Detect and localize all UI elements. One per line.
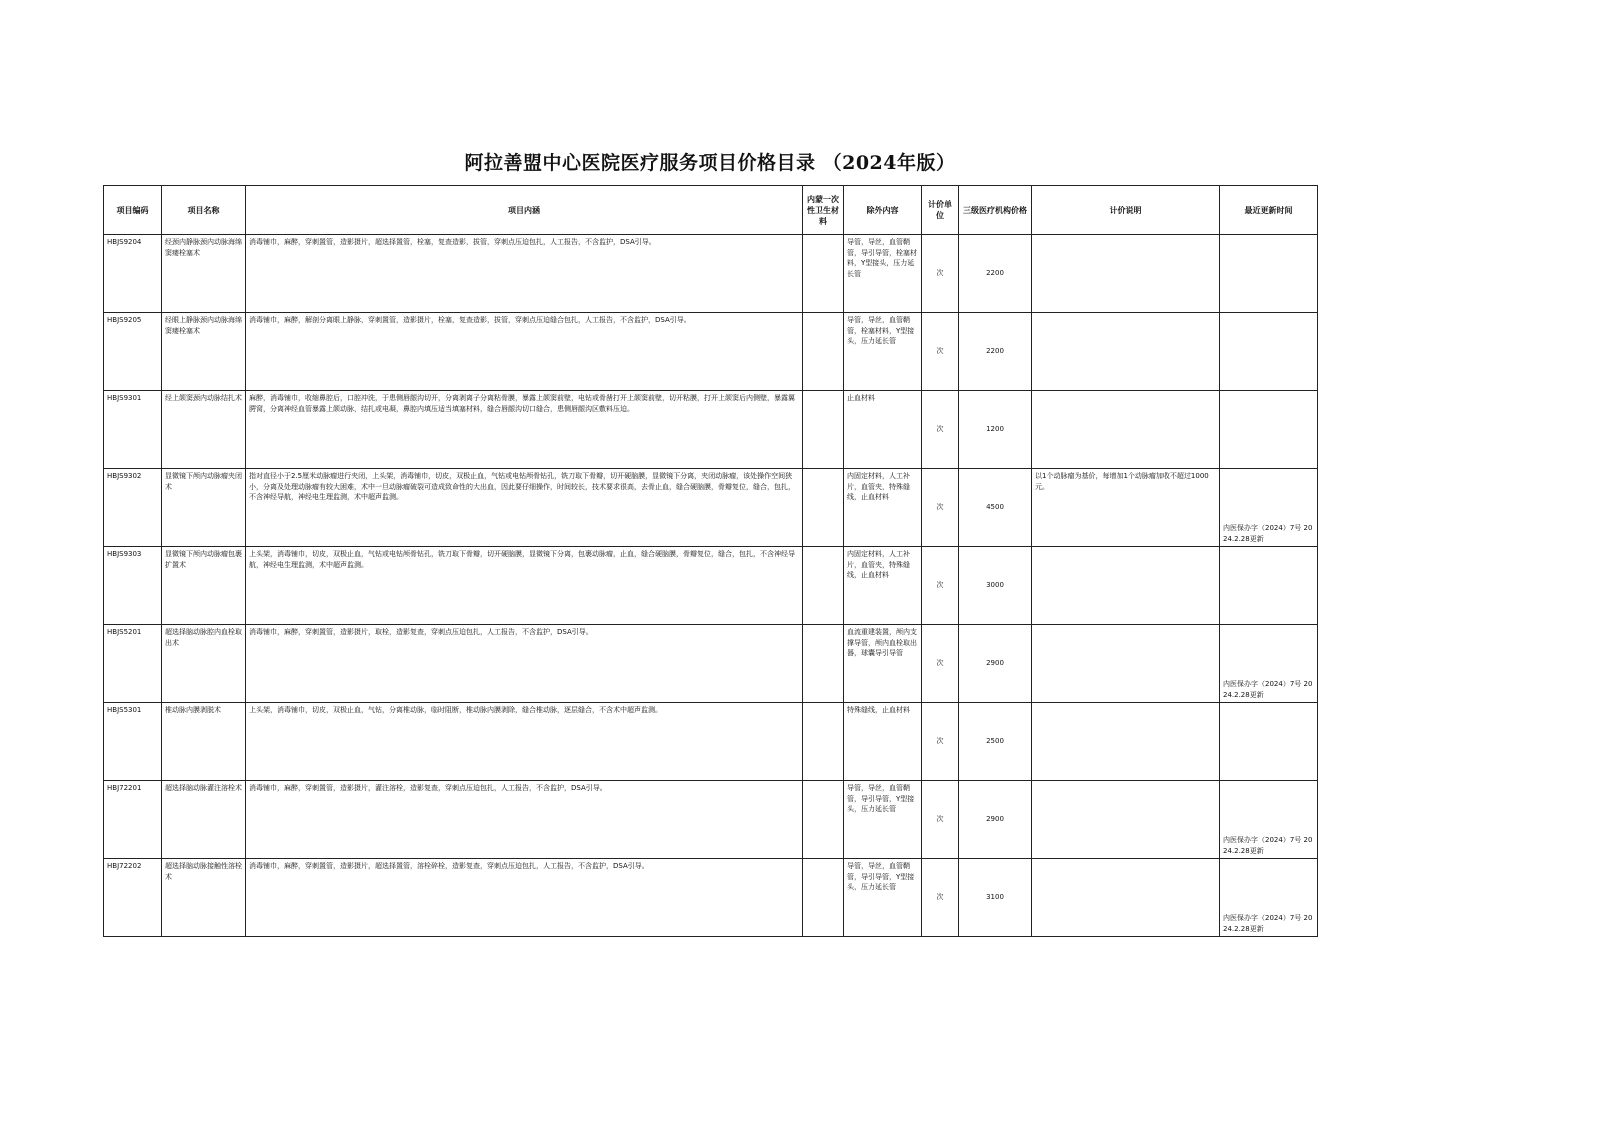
cell-content: 消毒铺巾，麻醉，解剖分离眼上静脉，穿刺置管，造影摄片，栓塞，复查造影，拔管，穿刺点压迫缝合包扎，人工报告，不含监护，DSA引导。 <box>246 313 803 391</box>
cell-excluded: 导管，导丝，血管鞘管，栓塞材料，Y型接头，压力延长管 <box>844 313 922 391</box>
cell-note <box>1032 235 1220 313</box>
cell-note <box>1032 547 1220 625</box>
price-table <box>103 185 1318 937</box>
cell-name: 经眼上静脉颈内动脉海绵窦瘘栓塞术 <box>162 313 246 391</box>
table-row <box>104 313 1318 391</box>
cell-name: 经颈内静脉颈内动脉海绵窦瘘栓塞术 <box>162 235 246 313</box>
cell-price: 4500 <box>959 469 1032 547</box>
cell-unit: 次 <box>922 625 959 703</box>
cell-updated <box>1220 235 1318 313</box>
table-row <box>104 703 1318 781</box>
cell-unit: 次 <box>922 547 959 625</box>
header-code: 项目编码 <box>104 186 162 235</box>
cell-code: HBJS5301 <box>104 703 162 781</box>
cell-content: 消毒铺巾，麻醉，穿刺置管，造影摄片，取栓，造影复查，穿刺点压迫包扎，人工报告，不含监护，DSA引导。 <box>246 625 803 703</box>
cell-consumables <box>803 703 844 781</box>
header-name: 项目名称 <box>162 186 246 235</box>
cell-unit: 次 <box>922 859 959 937</box>
cell-consumables <box>803 313 844 391</box>
cell-code: HBJS9302 <box>104 469 162 547</box>
cell-name: 经上颌窦颈内动脉结扎术 <box>162 391 246 469</box>
table-row <box>104 625 1318 703</box>
cell-price: 2500 <box>959 703 1032 781</box>
cell-code: HBJS9303 <box>104 547 162 625</box>
cell-code: HBJS5201 <box>104 625 162 703</box>
cell-updated <box>1220 313 1318 391</box>
cell-excluded: 内固定材料，人工补片，血管夹，特殊缝线，止血材料 <box>844 547 922 625</box>
cell-content: 消毒铺巾，麻醉，穿刺置管，造影摄片，超选择置管，溶栓碎栓，造影复查，穿刺点压迫包扎，人工报告，不含监护，DSA引导。 <box>246 859 803 937</box>
cell-name: 超选择脑动脉灌注溶栓术 <box>162 781 246 859</box>
header-updated: 最近更新时间 <box>1220 186 1318 235</box>
cell-note <box>1032 313 1220 391</box>
cell-note <box>1032 859 1220 937</box>
cell-consumables <box>803 391 844 469</box>
cell-code: HBJS9205 <box>104 313 162 391</box>
cell-updated: 内医保办字（2024）7号 2024.2.28更新 <box>1220 469 1318 547</box>
cell-note <box>1032 391 1220 469</box>
table-row <box>104 547 1318 625</box>
cell-consumables <box>803 235 844 313</box>
cell-content: 麻醉，消毒铺巾，收缩鼻腔后，口腔冲洗，于患侧唇龈沟切开，分离剥离子分离粘骨膜，暴露上颌窦前壁，电钻或骨凿打开上颌窦前壁，切开粘膜，打开上颌窦后内侧壁，暴露翼腭窝，分离神经血管暴露上颌动脉，结扎或电凝，鼻腔内填压适当填塞材料，缝合唇龈沟切口缝合，患侧唇龈沟区敷料压迫。 <box>246 391 803 469</box>
cell-unit: 次 <box>922 703 959 781</box>
cell-price: 2900 <box>959 625 1032 703</box>
cell-excluded: 内固定材料，人工补片，血管夹，特殊缝线，止血材料 <box>844 469 922 547</box>
cell-price: 3000 <box>959 547 1032 625</box>
table-header-row <box>104 186 1318 235</box>
table-row <box>104 859 1318 937</box>
cell-unit: 次 <box>922 235 959 313</box>
cell-code: HBJS9204 <box>104 235 162 313</box>
cell-content: 消毒铺巾，麻醉，穿刺置管，造影摄片，灌注溶栓，造影复查，穿刺点压迫包扎，人工报告，不含监护，DSA引导。 <box>246 781 803 859</box>
cell-excluded: 血流重建装置，颅内支撑导管，颅内血栓取出器，球囊导引导管 <box>844 625 922 703</box>
cell-updated <box>1220 391 1318 469</box>
cell-code: HBJ72202 <box>104 859 162 937</box>
cell-consumables <box>803 625 844 703</box>
cell-note <box>1032 781 1220 859</box>
cell-name: 显微镜下颅内动脉瘤包裹扩置术 <box>162 547 246 625</box>
cell-excluded: 特殊缝线，止血材料 <box>844 703 922 781</box>
cell-price: 2200 <box>959 235 1032 313</box>
cell-content: 上头架，消毒铺巾，切皮，双极止血，气钻或电钻颅骨钻孔，铣刀取下骨瓣，切开硬脑膜，显微镜下分离，包裹动脉瘤，止血，缝合硬脑膜，骨瓣复位，缝合，包扎，不含神经导航，神经电生理监测，术中超声监测。 <box>246 547 803 625</box>
page-title: 阿拉善盟中心医院医疗服务项目价格目录 （2024年版） <box>464 152 956 174</box>
header-price: 三级医疗机构价格 <box>959 186 1032 235</box>
cell-consumables <box>803 859 844 937</box>
header-note: 计价说明 <box>1032 186 1220 235</box>
cell-note <box>1032 625 1220 703</box>
cell-excluded: 导管，导丝，血管鞘管，导引导管，栓塞材料，Y型接头，压力延长管 <box>844 235 922 313</box>
cell-excluded: 止血材料 <box>844 391 922 469</box>
cell-note: 以1个动脉瘤为基价，每增加1个动脉瘤加收不超过1000元。 <box>1032 469 1220 547</box>
cell-price: 1200 <box>959 391 1032 469</box>
cell-price: 2900 <box>959 781 1032 859</box>
cell-content: 上头架，消毒铺巾，切皮，双极止血，气钻，分离椎动脉，临时阻断，椎动脉内膜剥除，缝合椎动脉，逐层缝合，不含术中超声监测。 <box>246 703 803 781</box>
cell-excluded: 导管，导丝，血管鞘管，导引导管，Y型接头，压力延长管 <box>844 859 922 937</box>
table-row <box>104 781 1318 859</box>
table-row <box>104 391 1318 469</box>
header-unit: 计价单位 <box>922 186 959 235</box>
cell-note <box>1032 703 1220 781</box>
cell-name: 椎动脉内膜剥脱术 <box>162 703 246 781</box>
cell-excluded: 导管，导丝，血管鞘管，导引导管，Y型接头，压力延长管 <box>844 781 922 859</box>
cell-unit: 次 <box>922 781 959 859</box>
cell-consumables <box>803 781 844 859</box>
cell-updated <box>1220 547 1318 625</box>
header-content: 项目内涵 <box>246 186 803 235</box>
cell-updated: 内医保办字（2024）7号 2024.2.28更新 <box>1220 781 1318 859</box>
cell-unit: 次 <box>922 469 959 547</box>
cell-updated <box>1220 703 1318 781</box>
cell-name: 超选择脑动脉接触性溶栓术 <box>162 859 246 937</box>
cell-content: 指对直径小于2.5厘米动脉瘤进行夹闭，上头架，消毒铺巾，切皮，双极止血，气钻或电钻颅骨钻孔，铣刀取下骨瓣，切开硬脑膜，显微镜下分离，夹闭动脉瘤，该处操作空间狭小，分离及处理动脉瘤有较大困难，术中一旦动脉瘤破裂可造成致命性的大出血，因此要仔细操作，时间较长，技术要求很高，去骨止血，缝合硬脑膜，骨瓣复位，缝合，包扎，不含神经导航，神经电生理监测，术中超声监测。 <box>246 469 803 547</box>
cell-price: 2200 <box>959 313 1032 391</box>
header-excluded: 除外内容 <box>844 186 922 235</box>
cell-code: HBJS9301 <box>104 391 162 469</box>
cell-updated: 内医保办字（2024）7号 2024.2.28更新 <box>1220 859 1318 937</box>
cell-code: HBJ72201 <box>104 781 162 859</box>
cell-price: 3100 <box>959 859 1032 937</box>
header-consumables: 内蒙一次性卫生材料 <box>803 186 844 235</box>
cell-unit: 次 <box>922 391 959 469</box>
table-row <box>104 235 1318 313</box>
cell-content: 消毒铺巾，麻醉，穿刺置管，造影摄片，超选择置管，栓塞，复查造影，拔管，穿刺点压迫包扎，人工报告，不含监护，DSA引导。 <box>246 235 803 313</box>
cell-name: 显微镜下颅内动脉瘤夹闭术 <box>162 469 246 547</box>
cell-updated: 内医保办字（2024）7号 2024.2.28更新 <box>1220 625 1318 703</box>
table-row <box>104 469 1318 547</box>
cell-unit: 次 <box>922 313 959 391</box>
cell-consumables <box>803 469 844 547</box>
cell-name: 超选择脑动脉腔内血栓取出术 <box>162 625 246 703</box>
cell-consumables <box>803 547 844 625</box>
